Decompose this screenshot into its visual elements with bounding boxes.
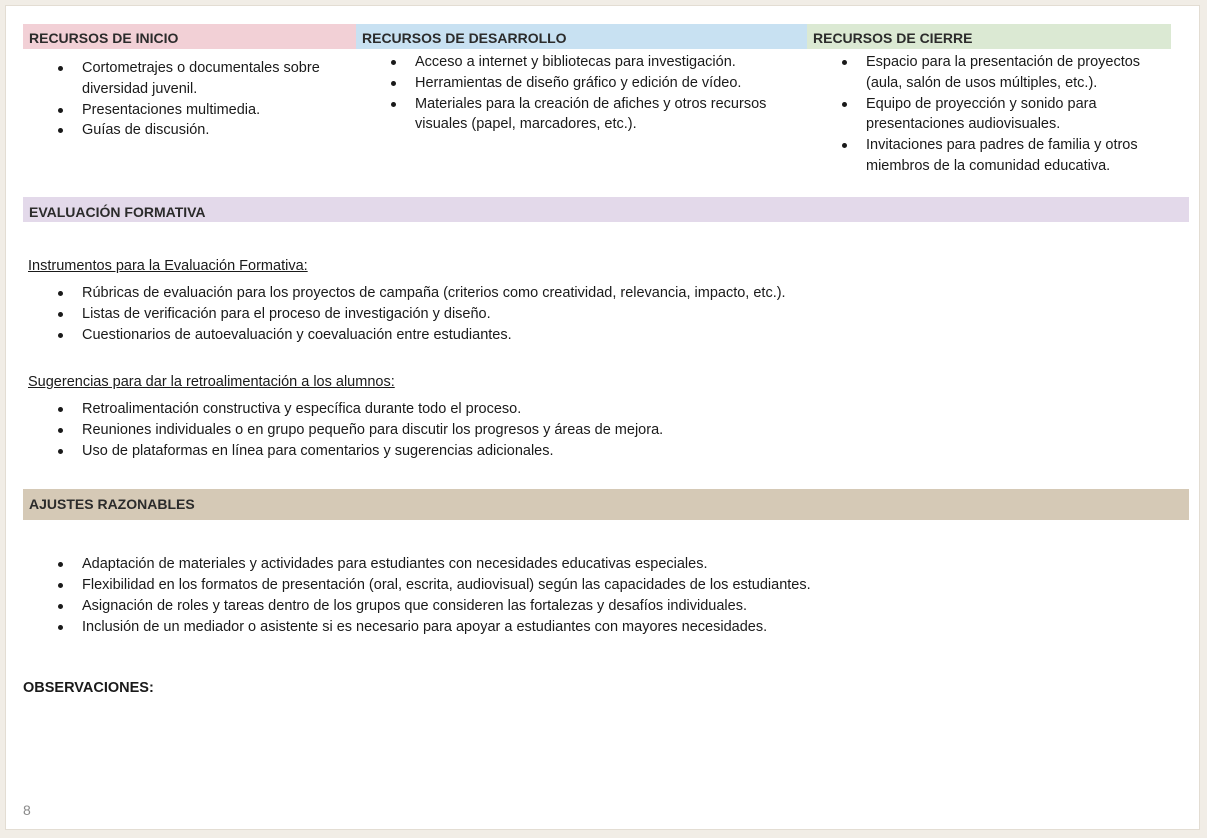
list-item: Invitaciones para padres de familia y otros miembros de la comunidad educativa. bbox=[834, 135, 1146, 177]
sugerencias-block bbox=[50, 399, 663, 462]
list-item: Listas de verificación para el proceso de investigación y diseño. bbox=[50, 304, 786, 325]
list-item: Inclusión de un mediador o asistente si es necesario para apoyar a estudiantes con mayores necesidades. bbox=[50, 617, 811, 638]
list-item: Cortometrajes o documentales sobre diversidad juvenil. bbox=[50, 58, 350, 100]
sugerencias-title: Sugerencias para dar la retroalimentación a los alumnos: bbox=[28, 374, 395, 390]
page-number: 8 bbox=[23, 802, 31, 818]
header-evaluacion-formativa: EVALUACIÓN FORMATIVA bbox=[23, 197, 1189, 222]
recursos-inicio-list bbox=[50, 58, 350, 141]
recursos-cierre-column bbox=[834, 52, 1146, 177]
list-item: Adaptación de materiales y actividades para estudiantes con necesidades educativas especiales. bbox=[50, 554, 811, 575]
document-page bbox=[5, 5, 1200, 830]
instrumentos-title: Instrumentos para la Evaluación Formativa: bbox=[28, 258, 308, 274]
list-item: Equipo de proyección y sonido para presentaciones audiovisuales. bbox=[834, 94, 1146, 136]
instrumentos-block bbox=[50, 283, 786, 346]
list-item: Herramientas de diseño gráfico y edición de vídeo. bbox=[383, 73, 803, 94]
list-item: Reuniones individuales o en grupo pequeño para discutir los progresos y áreas de mejora. bbox=[50, 420, 663, 441]
recursos-desarrollo-list bbox=[383, 52, 803, 135]
instrumentos-list bbox=[50, 283, 786, 346]
header-recursos-cierre: RECURSOS DE CIERRE bbox=[807, 24, 1171, 49]
list-item: Uso de plataformas en línea para comentarios y sugerencias adicionales. bbox=[50, 441, 663, 462]
ajustes-list bbox=[50, 554, 811, 638]
list-item: Materiales para la creación de afiches y otros recursos visuales (papel, marcadores, etc.). bbox=[383, 94, 803, 136]
list-item: Espacio para la presentación de proyectos (aula, salón de usos múltiples, etc.). bbox=[834, 52, 1146, 94]
list-item: Cuestionarios de autoevaluación y coevaluación entre estudiantes. bbox=[50, 325, 786, 346]
list-item: Rúbricas de evaluación para los proyectos de campaña (criterios como creatividad, relevancia, impacto, etc.). bbox=[50, 283, 786, 304]
recursos-inicio-column bbox=[50, 58, 350, 141]
observaciones-title: OBSERVACIONES: bbox=[23, 680, 154, 696]
list-item: Acceso a internet y bibliotecas para investigación. bbox=[383, 52, 803, 73]
header-ajustes-razonables: AJUSTES RAZONABLES bbox=[23, 489, 1189, 520]
list-item: Guías de discusión. bbox=[50, 120, 350, 141]
sugerencias-list bbox=[50, 399, 663, 462]
recursos-desarrollo-column bbox=[383, 52, 803, 135]
list-item: Asignación de roles y tareas dentro de los grupos que consideren las fortalezas y desafíos individuales. bbox=[50, 596, 811, 617]
recursos-cierre-list bbox=[834, 52, 1146, 177]
list-item: Flexibilidad en los formatos de presentación (oral, escrita, audiovisual) según las capacidades de los estudiantes. bbox=[50, 575, 811, 596]
list-item: Retroalimentación constructiva y específica durante todo el proceso. bbox=[50, 399, 663, 420]
header-recursos-inicio: RECURSOS DE INICIO bbox=[23, 24, 356, 49]
list-item: Presentaciones multimedia. bbox=[50, 100, 350, 121]
header-recursos-desarrollo: RECURSOS DE DESARROLLO bbox=[356, 24, 807, 49]
ajustes-block bbox=[50, 554, 811, 638]
